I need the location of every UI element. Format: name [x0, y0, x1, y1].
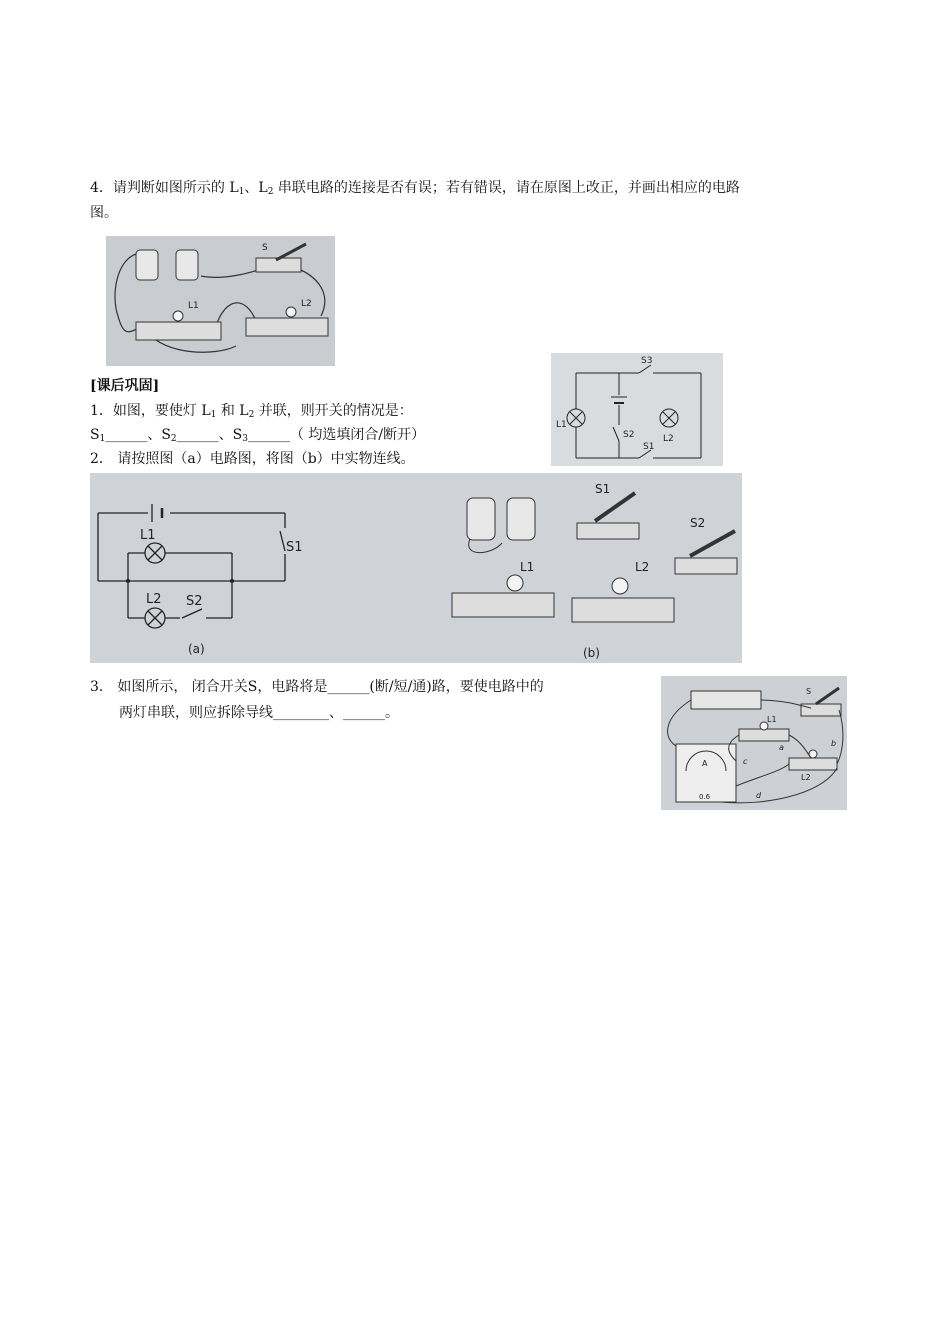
p1-blank3[interactable]: ______: [247, 427, 290, 443]
p1-line2: [90, 425, 425, 449]
fig3-label-l1: L1: [767, 715, 777, 724]
p2-text: 2． 请按照图（a）电路图，将图（b）中实物连线。: [90, 451, 415, 467]
q4-text-a: 4．请判断如图所示的 L: [90, 180, 239, 196]
p1-text-b: 和 L: [216, 403, 249, 419]
figb-label-l1: L1: [520, 560, 535, 574]
p1-line1: [90, 401, 413, 425]
p3-line2: 两灯串联，则应拆除导线________、______。: [119, 705, 399, 721]
p1-s1: S: [90, 427, 100, 443]
figa-label-l2: L2: [146, 592, 162, 607]
q4-line1: [90, 178, 740, 202]
fig3-meter-label: A: [702, 759, 708, 768]
figa-label-s1: S1: [286, 540, 303, 555]
circuit1-label-s1: S1: [643, 442, 655, 452]
figa-label-s2: S2: [186, 594, 203, 609]
circuit1-label-l2: L2: [663, 434, 674, 444]
fig3-label-l2: L2: [801, 773, 811, 782]
p1-sub-s2: 2: [170, 434, 177, 444]
fig3-wire-b: b: [831, 739, 837, 748]
fig3-meter-scale: 0.6: [699, 793, 711, 801]
p1-blank1[interactable]: ______: [105, 427, 148, 443]
figure-ab: [90, 473, 742, 663]
p1-blank2[interactable]: ______: [176, 427, 219, 443]
fig1-label-s: S: [262, 243, 268, 253]
fig3-label-s: S: [806, 687, 812, 696]
figb-label-s2: S2: [690, 516, 706, 530]
p1-text-a: 1．如图，要使灯 L: [90, 403, 211, 419]
p1-s2: 、S: [147, 427, 171, 443]
circuit1-label-l1: L1: [556, 420, 567, 430]
p3-line1: 3． 如图所示， 闭合开关S，电路将是______(断/短/通)路，要使电路中的: [90, 679, 544, 695]
section-title: [课后巩固]: [90, 378, 160, 394]
fig1-label-l2: L2: [301, 299, 312, 309]
q4-sub2: 2: [267, 187, 274, 197]
series-circuit-photo: [106, 236, 335, 366]
fig3-wire-d: d: [756, 791, 762, 800]
p1-text-c: 并联，则开关的情况是：: [254, 403, 413, 419]
p1-sub2: 2: [248, 410, 255, 420]
fig1-label-l1: L1: [188, 301, 199, 311]
p1-sub-s3: 3: [242, 434, 248, 444]
fig3-wire-a: a: [779, 743, 784, 752]
figa-label-l1: L1: [140, 528, 156, 543]
p1-s3: 、S: [218, 427, 243, 443]
figa-caption: (a): [188, 642, 205, 656]
p1-sub1: 1: [210, 410, 217, 420]
circuit1-label-s2: S2: [623, 430, 635, 440]
p1-note: （ 均选填闭合/断开）: [289, 427, 426, 443]
fig3-wire-c: c: [743, 757, 748, 766]
q4-line2: 图。: [90, 205, 118, 221]
figb-caption: (b): [583, 646, 600, 660]
p1-sub-s1: 1: [99, 434, 106, 444]
figb-label-l2: L2: [635, 560, 650, 574]
q4-text-c: 串联电路的连接是否有误；若有错误，请在原图上改正，并画出相应的电路: [273, 180, 740, 196]
figb-label-s1: S1: [595, 482, 611, 496]
q4-text-b: 、L: [244, 180, 268, 196]
parallel-circuit-diagram: [551, 353, 723, 466]
ammeter-circuit-photo: [661, 676, 847, 810]
q4-sub1: 1: [238, 187, 245, 197]
circuit1-label-s3: S3: [641, 356, 653, 366]
